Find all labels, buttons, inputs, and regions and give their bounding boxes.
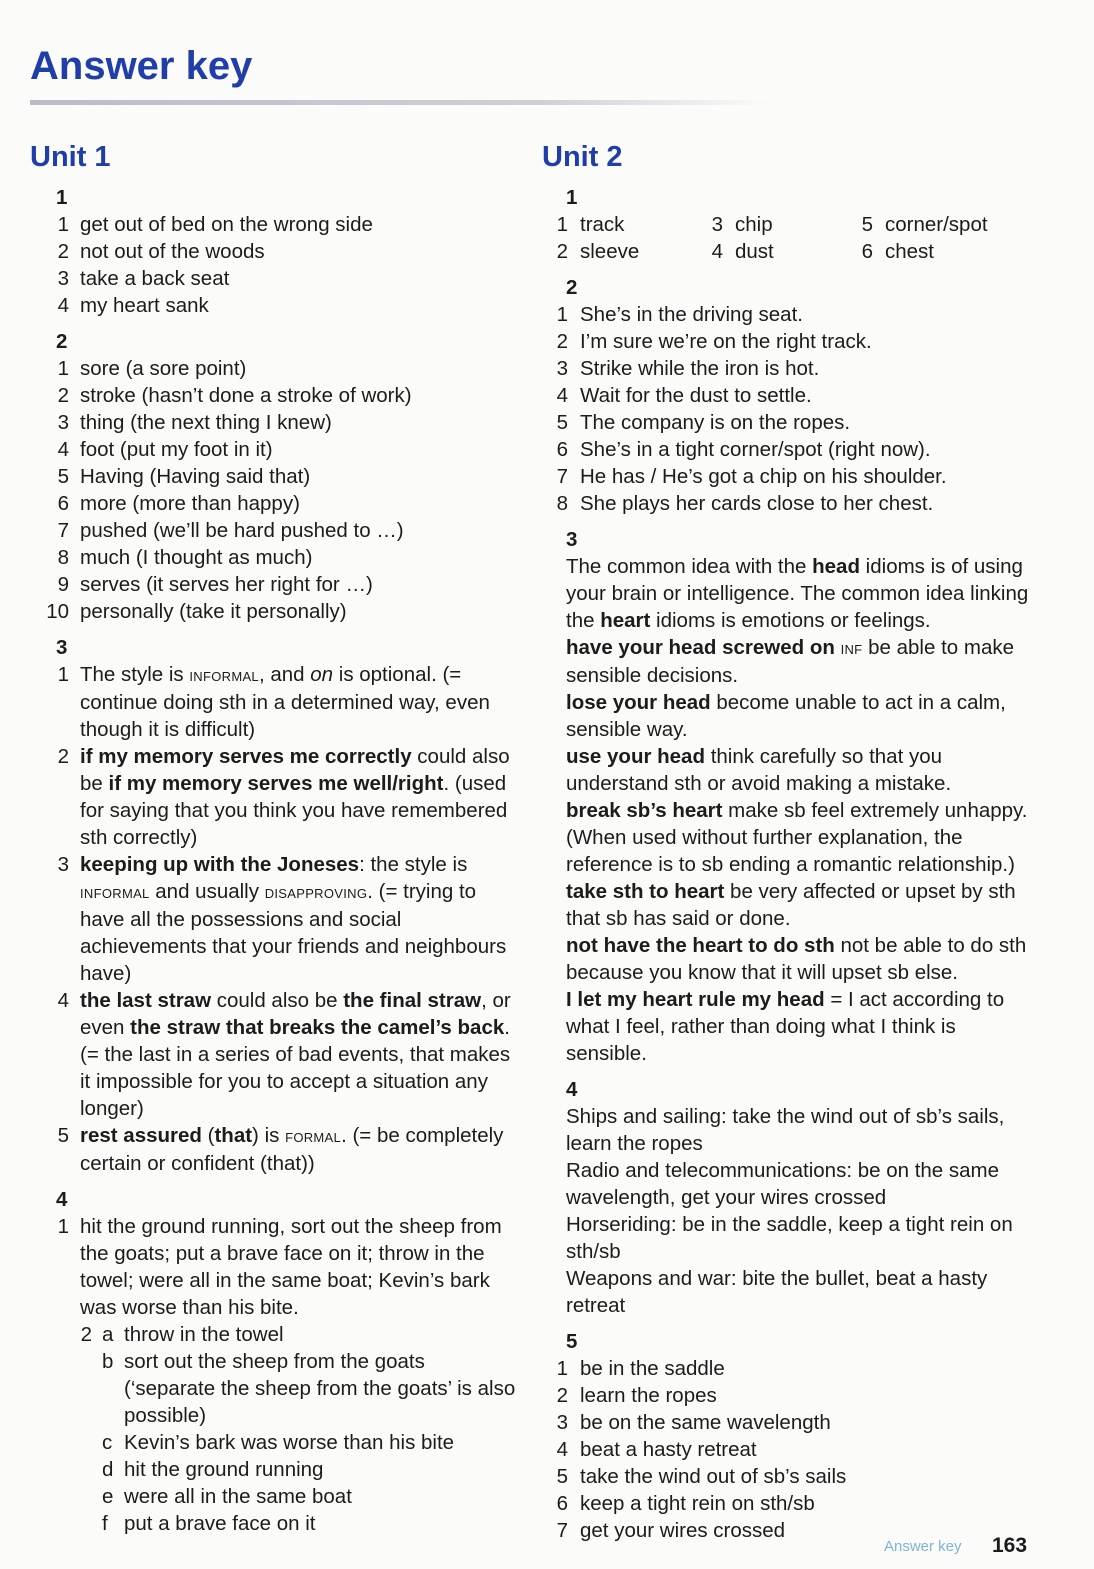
category-line: Weapons and war: bite the bullet, beat a hasty retreat: [566, 1267, 988, 1317]
exercise-number: 3: [56, 636, 68, 659]
item-number: 2: [57, 240, 69, 263]
grid-item: 5 corner/spot: [861, 213, 988, 236]
sub-item: [30, 1510, 520, 1537]
item-text: stroke (hasn’t done a stroke of work): [80, 384, 412, 407]
list-item: 7 get your wires crossed: [556, 1519, 786, 1542]
item-number: 1: [57, 213, 69, 236]
item-text: foot (put my foot in it): [80, 438, 273, 461]
item-number: 10: [46, 600, 69, 623]
item-text: Having (Having said that): [80, 465, 311, 488]
item-number: 1: [57, 663, 69, 686]
sub-letter: f: [102, 1512, 108, 1535]
item-text: keeping up with the Joneses: the style is informal and usually disapproving. (= trying to have all the possessions and social achievements that your friends and neighbours have): [80, 853, 507, 985]
title-rule: [30, 100, 770, 105]
exercise-number: 1: [566, 186, 578, 209]
sub-letter: c: [102, 1431, 113, 1454]
item-text: if my memory serves me correctly could also be if my memory serves me well/right. (used for saying that you think you have remembered sth correctly): [80, 745, 510, 849]
unit1-exercise-4: [30, 1186, 520, 1537]
list-item: 8 She plays her cards close to her chest.: [556, 492, 934, 515]
list-item: 3 be on the same wavelength: [556, 1411, 831, 1434]
item-number: 8: [57, 546, 69, 569]
intro-paragraph: The common idea with the head idioms is of using your brain or intelligence. The common idea linking the heart idioms is emotions or feelings.: [566, 555, 1029, 632]
list-item: 5 take the wind out of sb’s sails: [556, 1465, 847, 1488]
list-item: 5 The company is on the ropes.: [556, 411, 851, 434]
list-item: 1 be in the saddle: [556, 1357, 725, 1380]
list-item: [30, 409, 520, 436]
item-text: my heart sank: [80, 294, 209, 317]
list-item: [30, 517, 520, 544]
item-text: get out of bed on the wrong side: [80, 213, 373, 236]
item-text: more (more than happy): [80, 492, 300, 515]
grid-item: 3 chip: [711, 213, 773, 236]
item-text: the last straw could also be the final straw, or even the straw that breaks the camel’s back. (= the last in a series of bad events, that makes it impossible for you to accept a situation any longer): [80, 989, 511, 1120]
unit1-exercise-3: [30, 634, 520, 1177]
page-title: Answer key: [30, 44, 253, 88]
item-text: serves (it serves her right for …): [80, 573, 373, 596]
item-text: throw in the towel: [124, 1323, 284, 1346]
list-item: 2 learn the ropes: [556, 1384, 717, 1407]
unit2-exercise-2: [542, 274, 1042, 517]
unit2-exercise-5: [542, 1328, 1042, 1544]
list-item: [30, 851, 520, 987]
list-item: [30, 463, 520, 490]
unit1-title: Unit 1: [30, 141, 111, 173]
list-item: [30, 743, 520, 851]
list-item: 1 She’s in the driving seat.: [556, 303, 803, 326]
list-item: [30, 355, 520, 382]
list-item: [30, 598, 520, 625]
idiom-definition: take sth to heart be very affected or upset by sth that sb has said or done.: [566, 880, 1016, 930]
sub-item: [30, 1429, 520, 1456]
grid-item: 2 sleeve: [556, 240, 640, 263]
page-number: 163: [992, 1534, 1028, 1557]
item-text: The style is informal, and on is optional. (= continue doing sth in a determined way, even though it is difficult): [80, 663, 490, 741]
list-item: [30, 987, 520, 1122]
item-number: 3: [57, 411, 69, 434]
item-number: 2: [80, 1323, 92, 1346]
category-line: Horseriding: be in the saddle, keep a tight rein on sth/sb: [566, 1213, 1013, 1263]
item-number: 6: [57, 492, 69, 515]
grid-item: 4 dust: [711, 240, 774, 263]
grid-item: 6 chest: [861, 240, 934, 263]
list-item: [30, 1213, 520, 1321]
idiom-definition: lose your head become unable to act in a calm, sensible way.: [566, 691, 1006, 741]
unit2-exercise-4: [542, 1076, 1042, 1319]
list-item: 2 I’m sure we’re on the right track.: [556, 330, 872, 353]
sub-letter: b: [102, 1350, 114, 1373]
item-text: pushed (we’ll be hard pushed to …): [80, 519, 404, 542]
item-number: 5: [57, 465, 69, 488]
item-number: 9: [57, 573, 69, 596]
exercise-number: 5: [566, 1330, 578, 1353]
exercise-number: 2: [56, 330, 68, 353]
list-item: [30, 292, 520, 319]
item-text: thing (the next thing I knew): [80, 411, 332, 434]
item-number: 4: [57, 438, 69, 461]
item-number: 2: [57, 745, 69, 768]
item-text: put a brave face on it: [124, 1512, 316, 1535]
list-item: [30, 265, 520, 292]
item-text: take a back seat: [80, 267, 230, 290]
item-number: 1: [57, 357, 69, 380]
item-text: much (I thought as much): [80, 546, 313, 569]
list-item: 7 He has / He’s got a chip on his shoulder.: [556, 465, 947, 488]
item-number: 4: [57, 294, 69, 317]
idiom-definition: break sb’s heart make sb feel extremely unhappy. (When used without further explanation, the reference is to sb ending a romantic relationship.): [566, 799, 1028, 876]
item-number: 3: [57, 267, 69, 290]
sub-item: [30, 1321, 520, 1348]
unit1-exercise-2: [30, 328, 520, 625]
sub-letter: e: [102, 1485, 114, 1508]
item-text: Kevin’s bark was worse than his bite: [124, 1431, 455, 1454]
idiom-definition: I let my heart rule my head = I act according to what I feel, rather than doing what I think is sensible.: [566, 988, 1005, 1065]
sub-item: [30, 1348, 520, 1429]
exercise-number: 1: [56, 186, 68, 209]
exercise-number: 2: [566, 276, 578, 299]
list-item: 6 She’s in a tight corner/spot (right now).: [556, 438, 931, 461]
exercise-number: 3: [566, 528, 578, 551]
list-item: [30, 238, 520, 265]
idiom-definition: not have the heart to do sth not be able to do sth because you know that it will upset sb else.: [566, 934, 1027, 984]
item-text: rest assured (that) is formal. (= be completely certain or confident (that)): [80, 1124, 504, 1175]
list-item: [30, 490, 520, 517]
unit2-exercise-1: [542, 184, 1042, 265]
list-item: 4 Wait for the dust to settle.: [556, 384, 812, 407]
category-line: Radio and telecommunications: be on the same wavelength, get your wires crossed: [566, 1159, 1000, 1209]
list-item: [30, 211, 520, 238]
idiom-definition: use your head think carefully so that you understand sth or avoid making a mistake.: [566, 745, 952, 795]
list-item: [30, 571, 520, 598]
list-item: [30, 544, 520, 571]
unit2-exercise-3: [542, 526, 1042, 1067]
category-line: Ships and sailing: take the wind out of sb’s sails, learn the ropes: [566, 1105, 1005, 1155]
item-text: personally (take it personally): [80, 600, 347, 623]
item-number: 5: [57, 1124, 69, 1147]
unit1-column: [30, 138, 520, 1546]
item-text: hit the ground running, sort out the sheep from the goats; put a brave face on it; throw in the towel; were all in the same boat; Kevin’s bark was worse than his bite.: [80, 1215, 502, 1319]
list-item: [30, 382, 520, 409]
item-text: hit the ground running: [124, 1458, 324, 1481]
item-number: 3: [57, 853, 69, 876]
item-number: 7: [57, 519, 69, 542]
item-number: 4: [57, 989, 69, 1012]
sub-letter: a: [102, 1323, 114, 1346]
item-text: not out of the woods: [80, 240, 265, 263]
list-item: 4 beat a hasty retreat: [556, 1438, 757, 1461]
item-text: sore (a sore point): [80, 357, 247, 380]
idiom-definition: have your head screwed on inf be able to make sensible decisions.: [566, 636, 1014, 687]
item-text: were all in the same boat: [124, 1485, 352, 1508]
sub-letter: d: [102, 1458, 114, 1481]
unit2-title: Unit 2: [542, 141, 623, 173]
list-item: [30, 436, 520, 463]
exercise-number: 4: [566, 1078, 578, 1101]
unit1-exercise-1: [30, 184, 520, 319]
word-grid: [542, 211, 1042, 265]
sub-item: [30, 1456, 520, 1483]
item-text: sort out the sheep from the goats (‘separate the sheep from the goats’ is also possible): [124, 1350, 516, 1427]
sub-item: [30, 1483, 520, 1510]
grid-item: 1 track: [556, 213, 625, 236]
unit2-column: [542, 138, 1042, 1553]
list-item: [30, 661, 520, 743]
item-number: 1: [57, 1215, 69, 1238]
list-item: [30, 1122, 520, 1177]
exercise-number: 4: [56, 1188, 68, 1211]
list-item: 3 Strike while the iron is hot.: [556, 357, 820, 380]
list-item: 6 keep a tight rein on sth/sb: [556, 1492, 815, 1515]
footer-label: Answer key: [884, 1538, 962, 1555]
item-number: 2: [57, 384, 69, 407]
